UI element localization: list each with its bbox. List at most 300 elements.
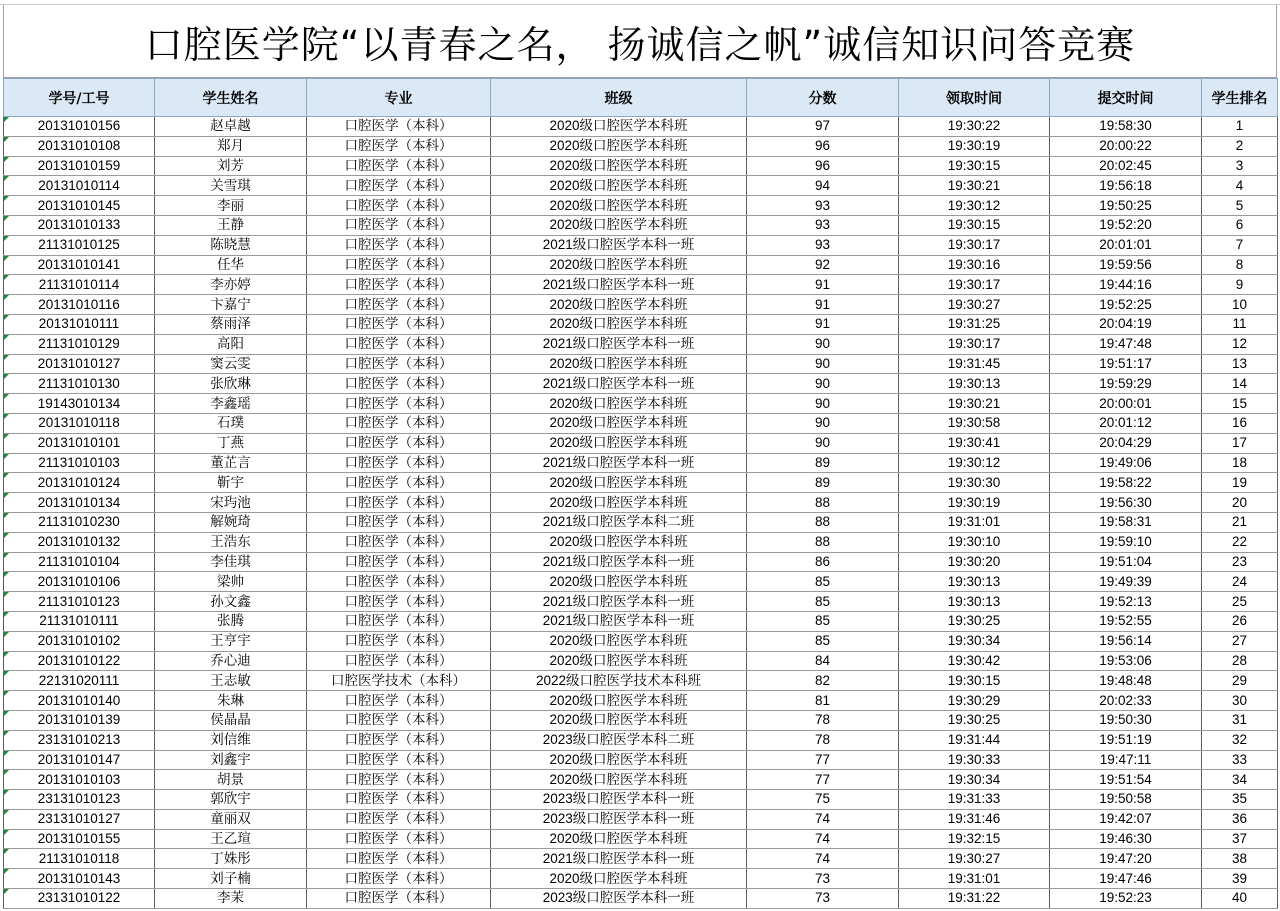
- rank-cell[interactable]: 9: [1202, 275, 1278, 295]
- rank-cell[interactable]: 1: [1202, 117, 1278, 137]
- class-cell[interactable]: 2020级口腔医学本科班: [491, 136, 747, 156]
- student-name-cell[interactable]: 郭欣宇: [155, 790, 307, 810]
- student-name-cell[interactable]: 张腾: [155, 611, 307, 631]
- student-name-cell[interactable]: 关雪琪: [155, 176, 307, 196]
- submit-time-cell[interactable]: 19:47:48: [1050, 334, 1202, 354]
- student-id-cell[interactable]: 20131010103: [4, 770, 155, 790]
- score-cell[interactable]: 82: [747, 671, 899, 691]
- student-id-cell[interactable]: 21131010111: [4, 611, 155, 631]
- class-cell[interactable]: 2020级口腔医学本科班: [491, 314, 747, 334]
- score-cell[interactable]: 94: [747, 176, 899, 196]
- receive-time-cell[interactable]: 19:30:15: [899, 671, 1050, 691]
- student-id-cell[interactable]: 21131010129: [4, 334, 155, 354]
- rank-cell[interactable]: 31: [1202, 710, 1278, 730]
- major-cell[interactable]: 口腔医学（本科）: [307, 849, 491, 869]
- rank-cell[interactable]: 18: [1202, 453, 1278, 473]
- submit-time-cell[interactable]: 19:52:55: [1050, 611, 1202, 631]
- student-id-cell[interactable]: 20131010101: [4, 433, 155, 453]
- student-name-cell[interactable]: 丁燕: [155, 433, 307, 453]
- receive-time-cell[interactable]: 19:30:12: [899, 453, 1050, 473]
- score-cell[interactable]: 74: [747, 829, 899, 849]
- major-cell[interactable]: 口腔医学（本科）: [307, 374, 491, 394]
- class-cell[interactable]: 2020级口腔医学本科班: [491, 532, 747, 552]
- receive-time-cell[interactable]: 19:30:34: [899, 631, 1050, 651]
- submit-time-cell[interactable]: 19:48:48: [1050, 671, 1202, 691]
- receive-time-cell[interactable]: 19:30:13: [899, 592, 1050, 612]
- major-cell[interactable]: 口腔医学（本科）: [307, 750, 491, 770]
- rank-cell[interactable]: 35: [1202, 790, 1278, 810]
- score-cell[interactable]: 75: [747, 790, 899, 810]
- score-cell[interactable]: 85: [747, 631, 899, 651]
- submit-time-cell[interactable]: 19:52:20: [1050, 215, 1202, 235]
- submit-time-cell[interactable]: 19:50:25: [1050, 196, 1202, 216]
- student-id-cell[interactable]: 23131010213: [4, 730, 155, 750]
- student-id-cell[interactable]: 23131010123: [4, 790, 155, 810]
- student-name-cell[interactable]: 李亦婷: [155, 275, 307, 295]
- rank-cell[interactable]: 22: [1202, 532, 1278, 552]
- student-name-cell[interactable]: 张欣琳: [155, 374, 307, 394]
- submit-time-cell[interactable]: 19:51:04: [1050, 552, 1202, 572]
- submit-time-cell[interactable]: 19:58:30: [1050, 117, 1202, 137]
- student-name-cell[interactable]: 陈晓慧: [155, 235, 307, 255]
- student-id-cell[interactable]: 21131010125: [4, 235, 155, 255]
- class-cell[interactable]: 2023级口腔医学本科一班: [491, 790, 747, 810]
- rank-cell[interactable]: 27: [1202, 631, 1278, 651]
- major-cell[interactable]: 口腔医学（本科）: [307, 453, 491, 473]
- header-score[interactable]: 分数: [747, 79, 899, 117]
- score-cell[interactable]: 73: [747, 889, 899, 909]
- receive-time-cell[interactable]: 19:30:17: [899, 334, 1050, 354]
- score-cell[interactable]: 90: [747, 433, 899, 453]
- major-cell[interactable]: 口腔医学（本科）: [307, 512, 491, 532]
- receive-time-cell[interactable]: 19:31:22: [899, 889, 1050, 909]
- score-cell[interactable]: 77: [747, 750, 899, 770]
- receive-time-cell[interactable]: 19:30:20: [899, 552, 1050, 572]
- receive-time-cell[interactable]: 19:30:34: [899, 770, 1050, 790]
- student-id-cell[interactable]: 20131010122: [4, 651, 155, 671]
- rank-cell[interactable]: 8: [1202, 255, 1278, 275]
- student-id-cell[interactable]: 19143010134: [4, 394, 155, 414]
- score-cell[interactable]: 91: [747, 295, 899, 315]
- receive-time-cell[interactable]: 19:30:19: [899, 493, 1050, 513]
- student-id-cell[interactable]: 20131010143: [4, 869, 155, 889]
- rank-cell[interactable]: 29: [1202, 671, 1278, 691]
- class-cell[interactable]: 2020级口腔医学本科班: [491, 572, 747, 592]
- class-cell[interactable]: 2021级口腔医学本科一班: [491, 334, 747, 354]
- rank-cell[interactable]: 15: [1202, 394, 1278, 414]
- receive-time-cell[interactable]: 19:30:10: [899, 532, 1050, 552]
- class-cell[interactable]: 2021级口腔医学本科一班: [491, 453, 747, 473]
- rank-cell[interactable]: 20: [1202, 493, 1278, 513]
- student-name-cell[interactable]: 刘鑫宇: [155, 750, 307, 770]
- student-name-cell[interactable]: 解婉琦: [155, 512, 307, 532]
- submit-time-cell[interactable]: 19:56:14: [1050, 631, 1202, 651]
- student-id-cell[interactable]: 21131010104: [4, 552, 155, 572]
- class-cell[interactable]: 2020级口腔医学本科班: [491, 215, 747, 235]
- major-cell[interactable]: 口腔医学（本科）: [307, 730, 491, 750]
- student-name-cell[interactable]: 朱琳: [155, 691, 307, 711]
- score-cell[interactable]: 86: [747, 552, 899, 572]
- class-cell[interactable]: 2020级口腔医学本科班: [491, 651, 747, 671]
- receive-time-cell[interactable]: 19:31:01: [899, 512, 1050, 532]
- receive-time-cell[interactable]: 19:30:21: [899, 176, 1050, 196]
- class-cell[interactable]: 2023级口腔医学本科二班: [491, 730, 747, 750]
- student-id-cell[interactable]: 23131010122: [4, 889, 155, 909]
- rank-cell[interactable]: 23: [1202, 552, 1278, 572]
- rank-cell[interactable]: 7: [1202, 235, 1278, 255]
- receive-time-cell[interactable]: 19:30:13: [899, 572, 1050, 592]
- rank-cell[interactable]: 17: [1202, 433, 1278, 453]
- major-cell[interactable]: 口腔医学技术（本科）: [307, 671, 491, 691]
- receive-time-cell[interactable]: 19:31:46: [899, 809, 1050, 829]
- submit-time-cell[interactable]: 19:44:16: [1050, 275, 1202, 295]
- major-cell[interactable]: 口腔医学（本科）: [307, 433, 491, 453]
- major-cell[interactable]: 口腔医学（本科）: [307, 413, 491, 433]
- student-name-cell[interactable]: 乔心迪: [155, 651, 307, 671]
- score-cell[interactable]: 93: [747, 196, 899, 216]
- student-id-cell[interactable]: 20131010127: [4, 354, 155, 374]
- student-id-cell[interactable]: 21131010114: [4, 275, 155, 295]
- student-name-cell[interactable]: 刘子楠: [155, 869, 307, 889]
- student-id-cell[interactable]: 20131010133: [4, 215, 155, 235]
- receive-time-cell[interactable]: 19:30:21: [899, 394, 1050, 414]
- major-cell[interactable]: 口腔医学（本科）: [307, 770, 491, 790]
- class-cell[interactable]: 2020级口腔医学本科班: [491, 156, 747, 176]
- major-cell[interactable]: 口腔医学（本科）: [307, 314, 491, 334]
- score-cell[interactable]: 78: [747, 710, 899, 730]
- receive-time-cell[interactable]: 19:30:17: [899, 235, 1050, 255]
- submit-time-cell[interactable]: 19:47:46: [1050, 869, 1202, 889]
- submit-time-cell[interactable]: 19:59:29: [1050, 374, 1202, 394]
- submit-time-cell[interactable]: 19:49:06: [1050, 453, 1202, 473]
- receive-time-cell[interactable]: 19:31:33: [899, 790, 1050, 810]
- score-cell[interactable]: 88: [747, 493, 899, 513]
- class-cell[interactable]: 2020级口腔医学本科班: [491, 770, 747, 790]
- submit-time-cell[interactable]: 19:46:30: [1050, 829, 1202, 849]
- score-cell[interactable]: 88: [747, 532, 899, 552]
- rank-cell[interactable]: 16: [1202, 413, 1278, 433]
- submit-time-cell[interactable]: 20:02:33: [1050, 691, 1202, 711]
- student-id-cell[interactable]: 21131010118: [4, 849, 155, 869]
- score-cell[interactable]: 78: [747, 730, 899, 750]
- student-id-cell[interactable]: 20131010141: [4, 255, 155, 275]
- major-cell[interactable]: 口腔医学（本科）: [307, 394, 491, 414]
- class-cell[interactable]: 2021级口腔医学本科一班: [491, 374, 747, 394]
- major-cell[interactable]: 口腔医学（本科）: [307, 176, 491, 196]
- student-id-cell[interactable]: 21131010103: [4, 453, 155, 473]
- score-cell[interactable]: 88: [747, 512, 899, 532]
- score-cell[interactable]: 74: [747, 809, 899, 829]
- submit-time-cell[interactable]: 19:50:58: [1050, 790, 1202, 810]
- submit-time-cell[interactable]: 20:04:29: [1050, 433, 1202, 453]
- student-id-cell[interactable]: 23131010127: [4, 809, 155, 829]
- rank-cell[interactable]: 6: [1202, 215, 1278, 235]
- student-id-cell[interactable]: 20131010159: [4, 156, 155, 176]
- student-name-cell[interactable]: 刘信维: [155, 730, 307, 750]
- score-cell[interactable]: 92: [747, 255, 899, 275]
- student-name-cell[interactable]: 刘芳: [155, 156, 307, 176]
- major-cell[interactable]: 口腔医学（本科）: [307, 275, 491, 295]
- rank-cell[interactable]: 40: [1202, 889, 1278, 909]
- student-id-cell[interactable]: 20131010156: [4, 117, 155, 137]
- submit-time-cell[interactable]: 19:42:07: [1050, 809, 1202, 829]
- student-name-cell[interactable]: 董芷言: [155, 453, 307, 473]
- receive-time-cell[interactable]: 19:30:17: [899, 275, 1050, 295]
- rank-cell[interactable]: 24: [1202, 572, 1278, 592]
- receive-time-cell[interactable]: 19:31:01: [899, 869, 1050, 889]
- rank-cell[interactable]: 19: [1202, 473, 1278, 493]
- student-id-cell[interactable]: 20131010118: [4, 413, 155, 433]
- major-cell[interactable]: 口腔医学（本科）: [307, 196, 491, 216]
- major-cell[interactable]: 口腔医学（本科）: [307, 889, 491, 909]
- student-name-cell[interactable]: 侯晶晶: [155, 710, 307, 730]
- score-cell[interactable]: 90: [747, 374, 899, 394]
- major-cell[interactable]: 口腔医学（本科）: [307, 869, 491, 889]
- rank-cell[interactable]: 21: [1202, 512, 1278, 532]
- rank-cell[interactable]: 10: [1202, 295, 1278, 315]
- class-cell[interactable]: 2020级口腔医学本科班: [491, 710, 747, 730]
- receive-time-cell[interactable]: 19:30:41: [899, 433, 1050, 453]
- class-cell[interactable]: 2021级口腔医学本科一班: [491, 611, 747, 631]
- class-cell[interactable]: 2020级口腔医学本科班: [491, 255, 747, 275]
- student-id-cell[interactable]: 20131010111: [4, 314, 155, 334]
- rank-cell[interactable]: 34: [1202, 770, 1278, 790]
- submit-time-cell[interactable]: 19:47:20: [1050, 849, 1202, 869]
- score-cell[interactable]: 90: [747, 394, 899, 414]
- class-cell[interactable]: 2021级口腔医学本科一班: [491, 592, 747, 612]
- submit-time-cell[interactable]: 19:51:17: [1050, 354, 1202, 374]
- student-id-cell[interactable]: 20131010155: [4, 829, 155, 849]
- student-id-cell[interactable]: 21131010123: [4, 592, 155, 612]
- student-name-cell[interactable]: 王静: [155, 215, 307, 235]
- major-cell[interactable]: 口腔医学（本科）: [307, 809, 491, 829]
- student-id-cell[interactable]: 20131010132: [4, 532, 155, 552]
- submit-time-cell[interactable]: 19:58:22: [1050, 473, 1202, 493]
- class-cell[interactable]: 2020级口腔医学本科班: [491, 117, 747, 137]
- receive-time-cell[interactable]: 19:30:15: [899, 215, 1050, 235]
- submit-time-cell[interactable]: 19:58:31: [1050, 512, 1202, 532]
- major-cell[interactable]: 口腔医学（本科）: [307, 354, 491, 374]
- class-cell[interactable]: 2020级口腔医学本科班: [491, 829, 747, 849]
- class-cell[interactable]: 2020级口腔医学本科班: [491, 493, 747, 513]
- submit-time-cell[interactable]: 19:52:23: [1050, 889, 1202, 909]
- class-cell[interactable]: 2020级口腔医学本科班: [491, 354, 747, 374]
- rank-cell[interactable]: 32: [1202, 730, 1278, 750]
- submit-time-cell[interactable]: 20:04:19: [1050, 314, 1202, 334]
- submit-time-cell[interactable]: 19:52:13: [1050, 592, 1202, 612]
- student-name-cell[interactable]: 卞嘉宁: [155, 295, 307, 315]
- rank-cell[interactable]: 13: [1202, 354, 1278, 374]
- submit-time-cell[interactable]: 19:56:30: [1050, 493, 1202, 513]
- rank-cell[interactable]: 4: [1202, 176, 1278, 196]
- class-cell[interactable]: 2020级口腔医学本科班: [491, 295, 747, 315]
- major-cell[interactable]: 口腔医学（本科）: [307, 592, 491, 612]
- rank-cell[interactable]: 26: [1202, 611, 1278, 631]
- class-cell[interactable]: 2023级口腔医学本科一班: [491, 809, 747, 829]
- receive-time-cell[interactable]: 19:30:27: [899, 295, 1050, 315]
- student-name-cell[interactable]: 高阳: [155, 334, 307, 354]
- major-cell[interactable]: 口腔医学（本科）: [307, 156, 491, 176]
- rank-cell[interactable]: 5: [1202, 196, 1278, 216]
- score-cell[interactable]: 90: [747, 413, 899, 433]
- class-cell[interactable]: 2020级口腔医学本科班: [491, 750, 747, 770]
- major-cell[interactable]: 口腔医学（本科）: [307, 235, 491, 255]
- student-id-cell[interactable]: 20131010139: [4, 710, 155, 730]
- major-cell[interactable]: 口腔医学（本科）: [307, 493, 491, 513]
- score-cell[interactable]: 90: [747, 354, 899, 374]
- receive-time-cell[interactable]: 19:31:45: [899, 354, 1050, 374]
- student-name-cell[interactable]: 王亨宇: [155, 631, 307, 651]
- score-cell[interactable]: 74: [747, 849, 899, 869]
- major-cell[interactable]: 口腔医学（本科）: [307, 691, 491, 711]
- student-id-cell[interactable]: 20131010108: [4, 136, 155, 156]
- class-cell[interactable]: 2020级口腔医学本科班: [491, 433, 747, 453]
- class-cell[interactable]: 2020级口腔医学本科班: [491, 631, 747, 651]
- rank-cell[interactable]: 12: [1202, 334, 1278, 354]
- major-cell[interactable]: 口腔医学（本科）: [307, 473, 491, 493]
- class-cell[interactable]: 2020级口腔医学本科班: [491, 473, 747, 493]
- receive-time-cell[interactable]: 19:30:13: [899, 374, 1050, 394]
- receive-time-cell[interactable]: 19:30:12: [899, 196, 1050, 216]
- major-cell[interactable]: 口腔医学（本科）: [307, 136, 491, 156]
- student-id-cell[interactable]: 21131010230: [4, 512, 155, 532]
- header-rank[interactable]: 学生排名: [1202, 79, 1278, 117]
- student-name-cell[interactable]: 郑月: [155, 136, 307, 156]
- score-cell[interactable]: 93: [747, 215, 899, 235]
- submit-time-cell[interactable]: 19:59:10: [1050, 532, 1202, 552]
- major-cell[interactable]: 口腔医学（本科）: [307, 215, 491, 235]
- rank-cell[interactable]: 11: [1202, 314, 1278, 334]
- submit-time-cell[interactable]: 20:01:12: [1050, 413, 1202, 433]
- class-cell[interactable]: 2021级口腔医学本科二班: [491, 512, 747, 532]
- score-cell[interactable]: 85: [747, 611, 899, 631]
- header-class[interactable]: 班级: [491, 79, 747, 117]
- receive-time-cell[interactable]: 19:30:33: [899, 750, 1050, 770]
- major-cell[interactable]: 口腔医学（本科）: [307, 611, 491, 631]
- score-cell[interactable]: 90: [747, 334, 899, 354]
- student-name-cell[interactable]: 石璞: [155, 413, 307, 433]
- student-name-cell[interactable]: 王乙瑄: [155, 829, 307, 849]
- student-name-cell[interactable]: 宋玙池: [155, 493, 307, 513]
- student-name-cell[interactable]: 李鑫瑶: [155, 394, 307, 414]
- major-cell[interactable]: 口腔医学（本科）: [307, 255, 491, 275]
- student-name-cell[interactable]: 靳宇: [155, 473, 307, 493]
- submit-time-cell[interactable]: 19:51:54: [1050, 770, 1202, 790]
- score-cell[interactable]: 81: [747, 691, 899, 711]
- class-cell[interactable]: 2020级口腔医学本科班: [491, 176, 747, 196]
- major-cell[interactable]: 口腔医学（本科）: [307, 710, 491, 730]
- score-cell[interactable]: 89: [747, 473, 899, 493]
- major-cell[interactable]: 口腔医学（本科）: [307, 651, 491, 671]
- major-cell[interactable]: 口腔医学（本科）: [307, 631, 491, 651]
- submit-time-cell[interactable]: 19:49:39: [1050, 572, 1202, 592]
- student-name-cell[interactable]: 蔡雨泽: [155, 314, 307, 334]
- submit-time-cell[interactable]: 19:52:25: [1050, 295, 1202, 315]
- class-cell[interactable]: 2021级口腔医学本科一班: [491, 849, 747, 869]
- submit-time-cell[interactable]: 19:59:56: [1050, 255, 1202, 275]
- student-name-cell[interactable]: 赵卓越: [155, 117, 307, 137]
- student-id-cell[interactable]: 20131010134: [4, 493, 155, 513]
- rank-cell[interactable]: 37: [1202, 829, 1278, 849]
- score-cell[interactable]: 73: [747, 869, 899, 889]
- student-name-cell[interactable]: 孙文鑫: [155, 592, 307, 612]
- class-cell[interactable]: 2021级口腔医学本科一班: [491, 552, 747, 572]
- receive-time-cell[interactable]: 19:30:22: [899, 117, 1050, 137]
- student-id-cell[interactable]: 20131010116: [4, 295, 155, 315]
- score-cell[interactable]: 93: [747, 235, 899, 255]
- rank-cell[interactable]: 25: [1202, 592, 1278, 612]
- receive-time-cell[interactable]: 19:30:25: [899, 611, 1050, 631]
- student-name-cell[interactable]: 窦云雯: [155, 354, 307, 374]
- score-cell[interactable]: 91: [747, 314, 899, 334]
- rank-cell[interactable]: 33: [1202, 750, 1278, 770]
- receive-time-cell[interactable]: 19:30:27: [899, 849, 1050, 869]
- class-cell[interactable]: 2020级口腔医学本科班: [491, 394, 747, 414]
- receive-time-cell[interactable]: 19:30:30: [899, 473, 1050, 493]
- class-cell[interactable]: 2021级口腔医学本科一班: [491, 235, 747, 255]
- rank-cell[interactable]: 28: [1202, 651, 1278, 671]
- header-major[interactable]: 专业: [307, 79, 491, 117]
- student-id-cell[interactable]: 20131010124: [4, 473, 155, 493]
- score-cell[interactable]: 77: [747, 770, 899, 790]
- score-cell[interactable]: 96: [747, 156, 899, 176]
- receive-time-cell[interactable]: 19:30:25: [899, 710, 1050, 730]
- rank-cell[interactable]: 30: [1202, 691, 1278, 711]
- score-cell[interactable]: 91: [747, 275, 899, 295]
- score-cell[interactable]: 85: [747, 572, 899, 592]
- receive-time-cell[interactable]: 19:30:19: [899, 136, 1050, 156]
- student-id-cell[interactable]: 20131010140: [4, 691, 155, 711]
- receive-time-cell[interactable]: 19:30:16: [899, 255, 1050, 275]
- submit-time-cell[interactable]: 20:00:22: [1050, 136, 1202, 156]
- receive-time-cell[interactable]: 19:31:44: [899, 730, 1050, 750]
- student-name-cell[interactable]: 丁姝彤: [155, 849, 307, 869]
- student-id-cell[interactable]: 21131010130: [4, 374, 155, 394]
- submit-time-cell[interactable]: 19:51:19: [1050, 730, 1202, 750]
- score-cell[interactable]: 96: [747, 136, 899, 156]
- rank-cell[interactable]: 3: [1202, 156, 1278, 176]
- student-name-cell[interactable]: 李佳琪: [155, 552, 307, 572]
- major-cell[interactable]: 口腔医学（本科）: [307, 532, 491, 552]
- header-student-id[interactable]: 学号/工号: [4, 79, 155, 117]
- student-id-cell[interactable]: 20131010106: [4, 572, 155, 592]
- major-cell[interactable]: 口腔医学（本科）: [307, 790, 491, 810]
- major-cell[interactable]: 口腔医学（本科）: [307, 829, 491, 849]
- score-cell[interactable]: 84: [747, 651, 899, 671]
- receive-time-cell[interactable]: 19:30:42: [899, 651, 1050, 671]
- rank-cell[interactable]: 14: [1202, 374, 1278, 394]
- submit-time-cell[interactable]: 20:01:01: [1050, 235, 1202, 255]
- receive-time-cell[interactable]: 19:31:25: [899, 314, 1050, 334]
- submit-time-cell[interactable]: 19:47:11: [1050, 750, 1202, 770]
- score-cell[interactable]: 85: [747, 592, 899, 612]
- major-cell[interactable]: 口腔医学（本科）: [307, 295, 491, 315]
- submit-time-cell[interactable]: 19:56:18: [1050, 176, 1202, 196]
- rank-cell[interactable]: 36: [1202, 809, 1278, 829]
- student-name-cell[interactable]: 王志敏: [155, 671, 307, 691]
- student-name-cell[interactable]: 王浩东: [155, 532, 307, 552]
- class-cell[interactable]: 2023级口腔医学本科一班: [491, 889, 747, 909]
- rank-cell[interactable]: 38: [1202, 849, 1278, 869]
- rank-cell[interactable]: 2: [1202, 136, 1278, 156]
- student-name-cell[interactable]: 李茉: [155, 889, 307, 909]
- class-cell[interactable]: 2020级口腔医学本科班: [491, 869, 747, 889]
- title-cell[interactable]: [3, 5, 1277, 78]
- header-student-name[interactable]: 学生姓名: [155, 79, 307, 117]
- student-name-cell[interactable]: 李丽: [155, 196, 307, 216]
- submit-time-cell[interactable]: 20:02:45: [1050, 156, 1202, 176]
- class-cell[interactable]: 2020级口腔医学本科班: [491, 413, 747, 433]
